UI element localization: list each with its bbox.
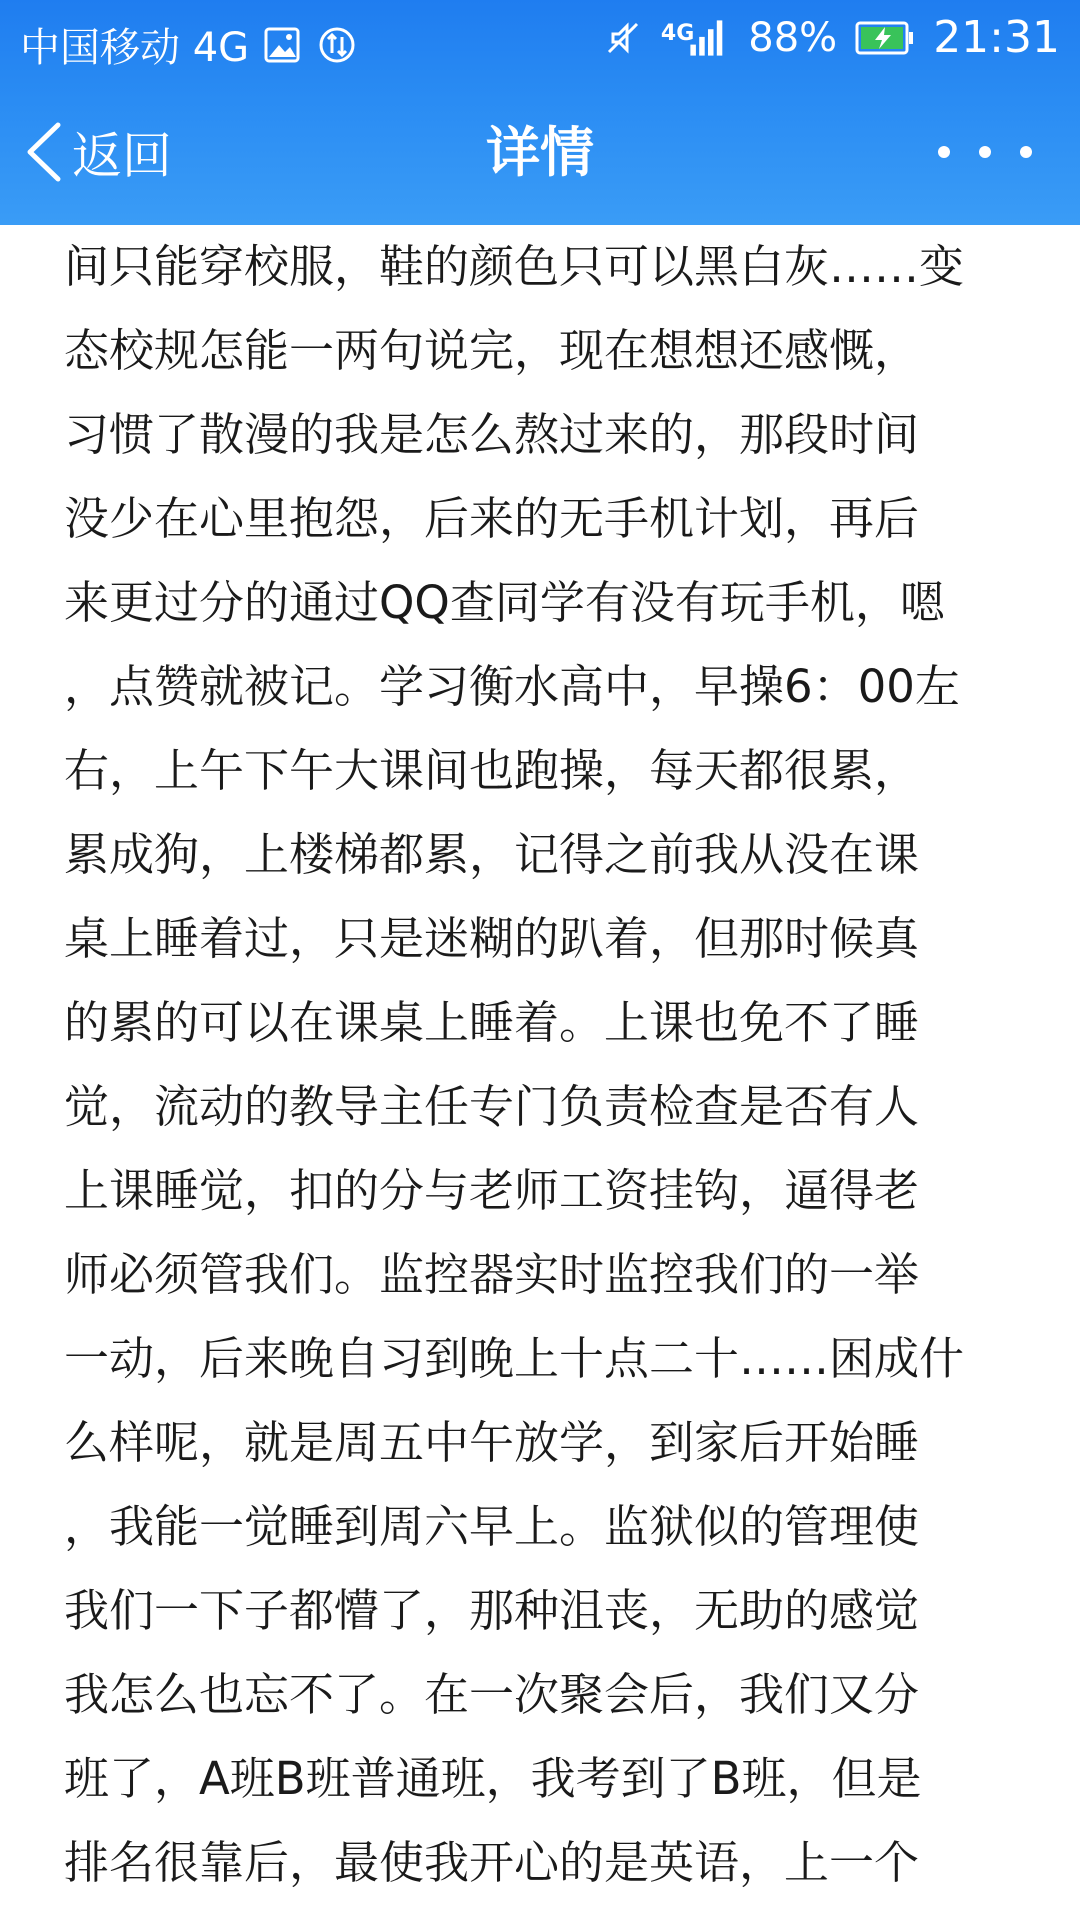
article-line: 师必须管我们。监控器实时监控我们的一举 (64, 1248, 920, 1301)
page-title: 详情 (486, 121, 594, 184)
article-line: 间只能穿校服，鞋的颜色只可以黑白灰……变 (64, 240, 965, 293)
article-line: 来更过分的通过QQ查同学有没有玩手机，嗯 (64, 576, 945, 629)
mute-icon (603, 18, 643, 58)
article-line: 累成狗，上楼梯都累，记得之前我从没在课 (64, 828, 920, 881)
article-line: 觉，流动的教导主任专门负责检查是否有人 (64, 1080, 920, 1133)
status-left (20, 16, 357, 73)
network-type-label: 4G (660, 20, 695, 46)
article-line: 么样呢，就是周五中午放学，到家后开始睡 (64, 1416, 920, 1469)
clock: 21:31 (933, 12, 1060, 63)
article-line: 习惯了散漫的我是怎么熬过来的，那段时间 (64, 408, 920, 461)
carrier-label: 中国移动 4G (20, 25, 250, 71)
article-line: 态校规怎能一两句说完，现在想想还感慨， (64, 324, 920, 377)
back-label: 返回 (72, 127, 172, 185)
navigation-bar (0, 80, 1080, 225)
battery-charging-icon (855, 21, 915, 55)
data-sync-icon (317, 25, 357, 65)
article-line: 的累的可以在课桌上睡着。上课也免不了睡 (64, 996, 920, 1049)
article-line: 上课睡觉，扣的分与老师工资挂钩，逼得老 (64, 1164, 920, 1217)
article-line: 我怎么也忘不了。在一次聚会后，我们又分 (64, 1668, 920, 1721)
article-line: 班了，A班B班普通班，我考到了B班，但是 (64, 1752, 922, 1805)
image-icon (263, 25, 303, 65)
article-line: ，我能一觉睡到周六早上。监狱似的管理使 (64, 1500, 920, 1553)
article-line: 我们一下子都懵了，那种沮丧，无助的感觉 (64, 1584, 920, 1637)
article-line: ，点赞就被记。学习衡水高中，早操6：00左 (64, 660, 960, 713)
article-body (0, 225, 1080, 1920)
article-line: 桌上睡着过，只是迷糊的趴着，但那时候真 (64, 912, 920, 965)
battery-percent: 88% (748, 14, 838, 61)
article-line: 一动，后来晚自习到晚上十点二十……困成什 (64, 1332, 965, 1385)
article-line: 没少在心里抱怨，后来的无手机计划，再后 (64, 492, 920, 545)
status-right (603, 12, 1060, 63)
more-dots-icon[interactable] (930, 132, 1040, 172)
status-bar (0, 0, 1080, 80)
top-bar (0, 0, 1080, 225)
article-line: 排名很靠后，最使我开心的是英语，上一个 (64, 1836, 920, 1889)
article-line: 右，上午下午大课间也跑操，每天都很累， (64, 744, 920, 797)
